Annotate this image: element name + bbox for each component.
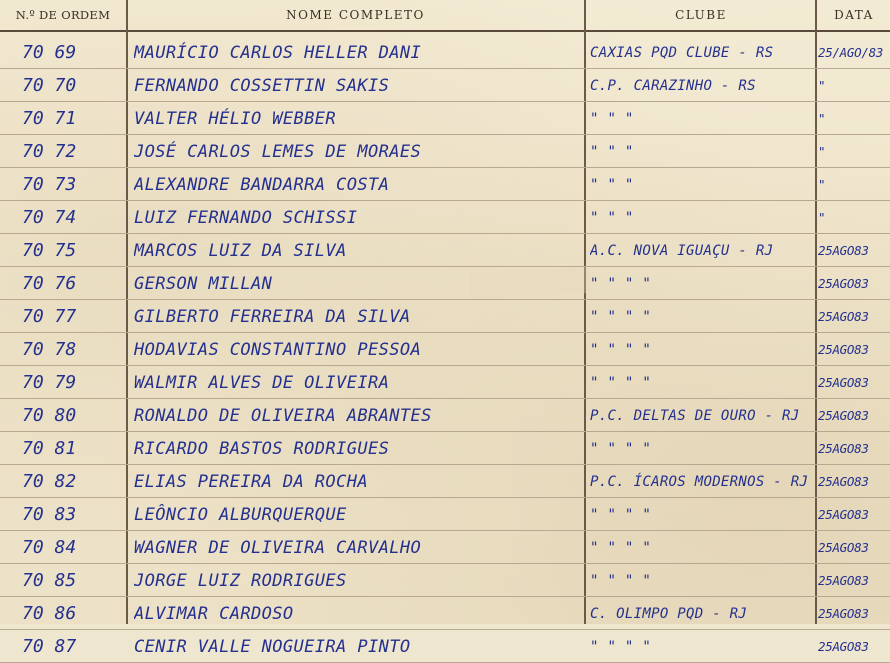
order-number: 70 76 <box>22 273 77 294</box>
entry-date: " <box>818 210 826 225</box>
full-name: JORGE LUIZ RODRIGUES <box>134 571 347 591</box>
full-name: ELIAS PEREIRA DA ROCHA <box>134 472 368 492</box>
entry-date: 25AGO83 <box>818 474 869 489</box>
order-number: 70 75 <box>22 240 77 261</box>
club-name: " " " " <box>590 375 652 391</box>
order-number: 70 71 <box>22 108 77 129</box>
order-number: 70 86 <box>22 603 77 624</box>
table-row <box>0 597 890 630</box>
club-name: " " " " <box>590 540 652 556</box>
order-number: 70 70 <box>22 75 77 96</box>
club-name: " " " <box>590 111 634 127</box>
order-number: 70 85 <box>22 570 77 591</box>
table-row <box>0 102 890 135</box>
club-name: " " " " <box>590 441 652 457</box>
club-name: " " " " <box>590 639 652 655</box>
order-number: 70 72 <box>22 141 77 162</box>
full-name: RICARDO BASTOS RODRIGUES <box>134 439 390 459</box>
table-row <box>0 69 890 102</box>
table-row <box>0 234 890 267</box>
table-row <box>0 366 890 399</box>
entry-date: 25/AGO/83 <box>818 45 884 60</box>
order-number: 70 79 <box>22 372 77 393</box>
table-row <box>0 168 890 201</box>
club-name: CAXIAS PQD CLUBE - RS <box>590 45 774 61</box>
club-name: C.P. CARAZINHO - RS <box>590 78 756 94</box>
entry-date: 25AGO83 <box>818 243 869 258</box>
entry-date: 25AGO83 <box>818 342 869 357</box>
table-row <box>0 498 890 531</box>
full-name: HODAVIAS CONSTANTINO PESSOA <box>134 340 422 360</box>
entry-date: 25AGO83 <box>818 441 869 456</box>
club-name: P.C. ÍCAROS MODERNOS - RJ <box>590 474 809 490</box>
full-name: MAURÍCIO CARLOS HELLER DANI <box>134 43 422 63</box>
table-row <box>0 399 890 432</box>
full-name: GERSON MILLAN <box>134 274 273 294</box>
order-number: 70 69 <box>22 42 77 63</box>
table-row <box>0 465 890 498</box>
club-name: " " " " <box>590 342 652 358</box>
full-name: WAGNER DE OLIVEIRA CARVALHO <box>134 538 422 558</box>
club-name: " " " <box>590 210 634 226</box>
full-name: VALTER HÉLIO WEBBER <box>134 109 337 129</box>
entry-date: 25AGO83 <box>818 573 869 588</box>
order-number: 70 73 <box>22 174 77 195</box>
full-name: LUIZ FERNANDO SCHISSI <box>134 208 358 228</box>
club-name: P.C. DELTAS DE OURO - RJ <box>590 408 800 424</box>
table-row <box>0 564 890 597</box>
table-row <box>0 333 890 366</box>
table-row <box>0 135 890 168</box>
full-name: FERNANDO COSSETTIN SAKIS <box>134 76 390 96</box>
entry-date: " <box>818 144 826 159</box>
full-name: CENIR VALLE NOGUEIRA PINTO <box>134 637 411 657</box>
order-number: 70 80 <box>22 405 77 426</box>
club-name: " " " " <box>590 276 652 292</box>
order-number: 70 82 <box>22 471 77 492</box>
entry-date: " <box>818 78 826 93</box>
order-number: 70 78 <box>22 339 77 360</box>
full-name: ALEXANDRE BANDARRA COSTA <box>134 175 390 195</box>
club-name: " " " " <box>590 507 652 523</box>
full-name: MARCOS LUIZ DA SILVA <box>134 241 347 261</box>
club-name: " " " " <box>590 309 652 325</box>
club-name: " " " " <box>590 573 652 589</box>
entry-date: 25AGO83 <box>818 507 869 522</box>
entry-date: 25AGO83 <box>818 276 869 291</box>
full-name: ALVIMAR CARDOSO <box>134 604 294 624</box>
entry-date: 25AGO83 <box>818 309 869 324</box>
entry-date: 25AGO83 <box>818 606 869 621</box>
club-name: " " " <box>590 177 634 193</box>
order-number: 70 84 <box>22 537 77 558</box>
club-name: C. OLIMPO PQD - RJ <box>590 606 748 622</box>
table-row <box>0 201 890 234</box>
order-number: 70 83 <box>22 504 77 525</box>
entry-date: 25AGO83 <box>818 375 869 390</box>
club-name: A.C. NOVA IGUAÇU - RJ <box>590 243 774 259</box>
table-row <box>0 267 890 300</box>
header-full-name: NOME COMPLETO <box>286 8 425 22</box>
full-name: RONALDO DE OLIVEIRA ABRANTES <box>134 406 432 426</box>
full-name: GILBERTO FERREIRA DA SILVA <box>134 307 411 327</box>
entry-date: " <box>818 177 826 192</box>
header-order-number: N.º DE ORDEM <box>15 8 111 22</box>
order-number: 70 87 <box>22 636 77 657</box>
entry-date: 25AGO83 <box>818 540 869 555</box>
full-name: JOSÉ CARLOS LEMES DE MORAES <box>134 142 422 162</box>
club-name: " " " <box>590 144 634 160</box>
order-number: 70 81 <box>22 438 77 459</box>
entry-date: 25AGO83 <box>818 408 869 423</box>
order-number: 70 77 <box>22 306 77 327</box>
table-row <box>0 531 890 564</box>
entry-date: " <box>818 111 826 126</box>
order-number: 70 74 <box>22 207 77 228</box>
full-name: LEÔNCIO ALBURQUERQUE <box>134 505 347 525</box>
ledger-rows <box>0 36 890 663</box>
entry-date: 25AGO83 <box>818 639 869 654</box>
table-row <box>0 300 890 333</box>
table-row <box>0 36 890 69</box>
full-name: WALMIR ALVES DE OLIVEIRA <box>134 373 390 393</box>
table-header <box>0 0 890 32</box>
header-date: DATA <box>834 8 874 22</box>
table-row <box>0 630 890 663</box>
header-club: CLUBE <box>675 8 727 22</box>
table-row <box>0 432 890 465</box>
